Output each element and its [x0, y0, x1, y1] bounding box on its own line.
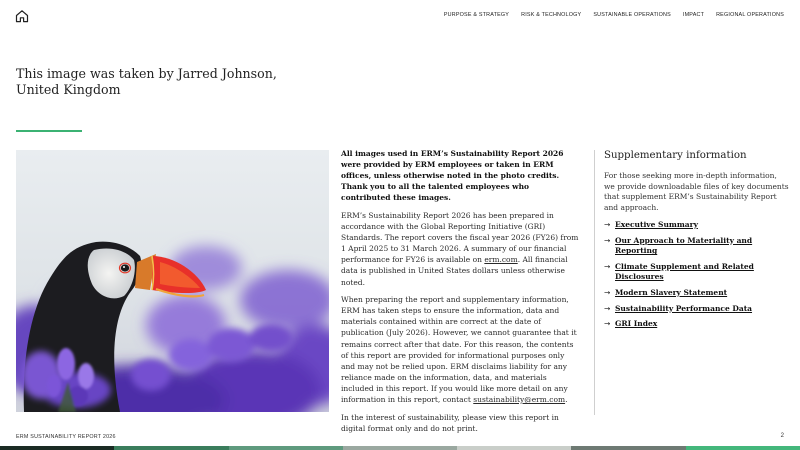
column-divider	[594, 150, 595, 415]
link-performance-data[interactable]	[604, 304, 790, 315]
link-materiality-reporting[interactable]	[604, 236, 790, 257]
link-label: Executive Summary	[615, 220, 698, 229]
page-number: 2	[780, 433, 784, 439]
contact-email-link[interactable]: sustainability@erm.com	[473, 394, 566, 404]
puffin-illustration	[16, 150, 329, 412]
erm-website-link[interactable]: erm.com	[484, 255, 518, 265]
nav-item-purpose-strategy[interactable]: PURPOSE & STRATEGY	[443, 12, 510, 18]
page-title-line-1: This image was taken by Jarred Johnson,	[16, 66, 277, 81]
arrow-right-icon: →	[604, 220, 611, 229]
arrow-right-icon: →	[604, 319, 611, 329]
link-label: Modern Slavery Statement	[615, 287, 728, 297]
supplementary-links	[604, 220, 790, 330]
color-segment	[457, 446, 571, 450]
nav-item-impact[interactable]: IMPACT	[682, 12, 705, 18]
nav-item-sustainable-operations[interactable]: SUSTAINABLE OPERATIONS	[593, 12, 671, 18]
intro-paragraph: All images used in ERM’s Sustainability Report 2026 were provided by ERM employees or taken in ERM offices, unless otherwise noted in the photo credits. Thank you to all the talented employees who contributed these images.	[341, 149, 564, 203]
link-label: Climate Supplement and Related Disclosures	[615, 261, 754, 282]
page-title-line-2: United Kingdom	[16, 82, 121, 97]
supplementary-heading: Supplementary information	[604, 150, 747, 161]
page-title	[16, 66, 316, 98]
disclaimer-paragraph	[341, 294, 580, 405]
home-icon[interactable]	[15, 9, 29, 23]
accent-rule	[16, 130, 82, 132]
top-navigation	[0, 0, 800, 32]
arrow-right-icon: →	[604, 235, 611, 245]
print-notice-paragraph: In the interest of sustainability, please view this report in digital format only and do not print.	[341, 412, 559, 433]
color-segment	[114, 446, 228, 450]
nav-item-risk-technology[interactable]: RISK & TECHNOLOGY	[521, 12, 582, 18]
supplementary-description: For those seeking more in-depth information, we provide downloadable files of key documents that supplement ERM’s Sustainability Report and approach.	[604, 171, 789, 212]
link-climate-supplement[interactable]	[604, 262, 790, 283]
puffin-photo	[16, 150, 329, 412]
link-label: Sustainability Performance Data	[615, 303, 753, 313]
arrow-right-icon: →	[604, 303, 611, 313]
link-executive-summary[interactable]	[604, 220, 790, 231]
bottom-color-bar	[0, 446, 800, 450]
arrow-right-icon: →	[604, 287, 611, 297]
link-modern-slavery[interactable]	[604, 288, 790, 299]
nav-item-regional-operations[interactable]: REGIONAL OPERATIONS	[716, 12, 784, 18]
color-segment	[571, 446, 685, 450]
main-text	[341, 148, 580, 440]
arrow-right-icon: →	[604, 261, 611, 271]
color-segment	[686, 446, 800, 450]
link-label: GRI Index	[615, 319, 658, 329]
color-segment	[343, 446, 457, 450]
reporting-standards-text-end: . All financial data is published in United States dollars unless otherwise noted.	[341, 255, 568, 287]
reporting-standards-paragraph	[341, 210, 580, 288]
link-label: Our Approach to Materiality and Reporting	[615, 235, 753, 256]
report-footer-label: ERM SUSTAINABILITY REPORT 2026	[16, 434, 116, 440]
link-gri-index[interactable]	[604, 319, 790, 330]
reporting-standards-text: ERM’s Sustainability Report 2026 has been prepared in accordance with the Global Reporting Initiative (GRI) Standards. The report covers the fiscal year 2026 (FY26) from 1 April 2025 to 31 March 2026. A summary of our financial performance for FY26 is available on	[341, 210, 579, 265]
nav-menu	[444, 12, 784, 18]
color-segment	[0, 446, 114, 450]
disclaimer-text-end: .	[565, 394, 568, 404]
color-segment	[229, 446, 343, 450]
disclaimer-text: When preparing the report and supplementary information, ERM has taken steps to ensure the information, data and materials contained within are correct at the date of publication (July 2026). However, we cannot guarantee that it remains correct after that date. For this reason, the contents of this report are provided for informational purposes only and may not be relied upon. ERM disclaims liability for any reliance made on the information, data, and materials included in this report. If you would like more detail on any information in this report, contact	[341, 295, 577, 404]
supplementary-panel	[604, 149, 790, 335]
